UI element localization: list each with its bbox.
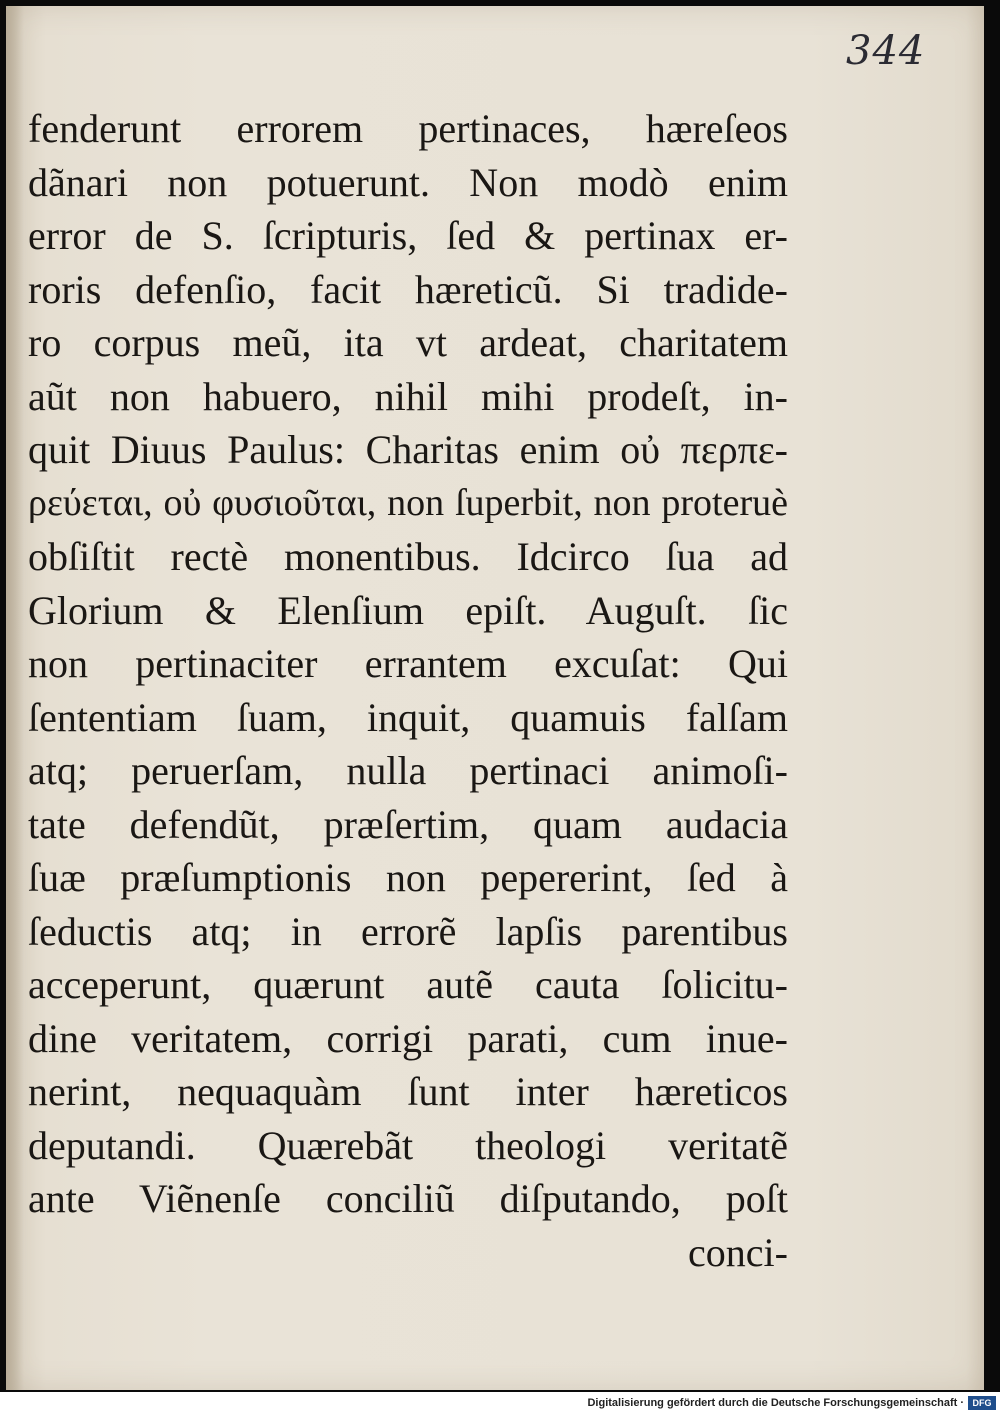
text-line: acceperunt, quærunt autẽ cauta ſolicitu- [28, 962, 788, 1007]
catchword: conci- [688, 1229, 788, 1275]
folio-number: 344 [846, 28, 926, 74]
text-line: dãnari non potuerunt. Non modò enim [28, 159, 788, 205]
text-line: dine veritatem, corrigi parati, cum inue- [28, 1015, 788, 1061]
text-line: nerint, nequaquàm ſunt inter hæreticos [28, 1069, 788, 1114]
text-line: aũt non habuero, nihil mihi prodeſt, in- [28, 373, 788, 419]
text-line: tate defendũt, præſertim, quam audacia [28, 801, 788, 847]
text-line: obſiſtit rectè monentibus. Idcirco ſua ad [28, 534, 788, 579]
text-block [28, 102, 788, 1279]
text-line: quit Diuus Paulus: Charitas enim οὐ περπε- [28, 427, 788, 472]
text-line: ſuæ præſumptionis non pepererint, ſed à [28, 855, 788, 900]
text-line: error de S. ſcripturis, ſed & pertinax er- [28, 213, 788, 258]
book-page [6, 6, 984, 1390]
text-line: atq; peruerſam, nulla pertinaci animoſi- [28, 748, 788, 793]
page-gutter-shadow [6, 6, 24, 1390]
funding-credit: Digitalisierung gefördert durch die Deutsche Forschungsgemeinschaft · [587, 1397, 964, 1409]
text-line: deputandi. Quærebãt theologi veritatẽ [28, 1122, 788, 1168]
footer-bar [0, 1392, 1000, 1416]
text-line: Glorium & Elenſium epiſt. Auguſt. ſic [28, 587, 788, 633]
text-line: ρεύεται, οὐ φυσιοῦται, non ſuperbit, non proteruè [28, 481, 788, 524]
text-line: ſententiam ſuam, inquit, quamuis falſam [28, 694, 788, 740]
text-line: ſeductis atq; in errorẽ lapſis parentibus [28, 908, 788, 954]
text-line: roris defenſio, facit hæreticũ. Si tradide- [28, 266, 788, 312]
dfg-logo-icon: DFG [968, 1396, 996, 1410]
text-line: ro corpus meũ, ita vt ardeat, charitatem [28, 320, 788, 365]
text-line: ante Viẽnenſe conciliũ diſputando, poſt [28, 1176, 788, 1221]
text-line: non pertinaciter errantem excuſat: Qui [28, 641, 788, 686]
text-line: fenderunt errorem pertinaces, hæreſeos [28, 106, 788, 151]
